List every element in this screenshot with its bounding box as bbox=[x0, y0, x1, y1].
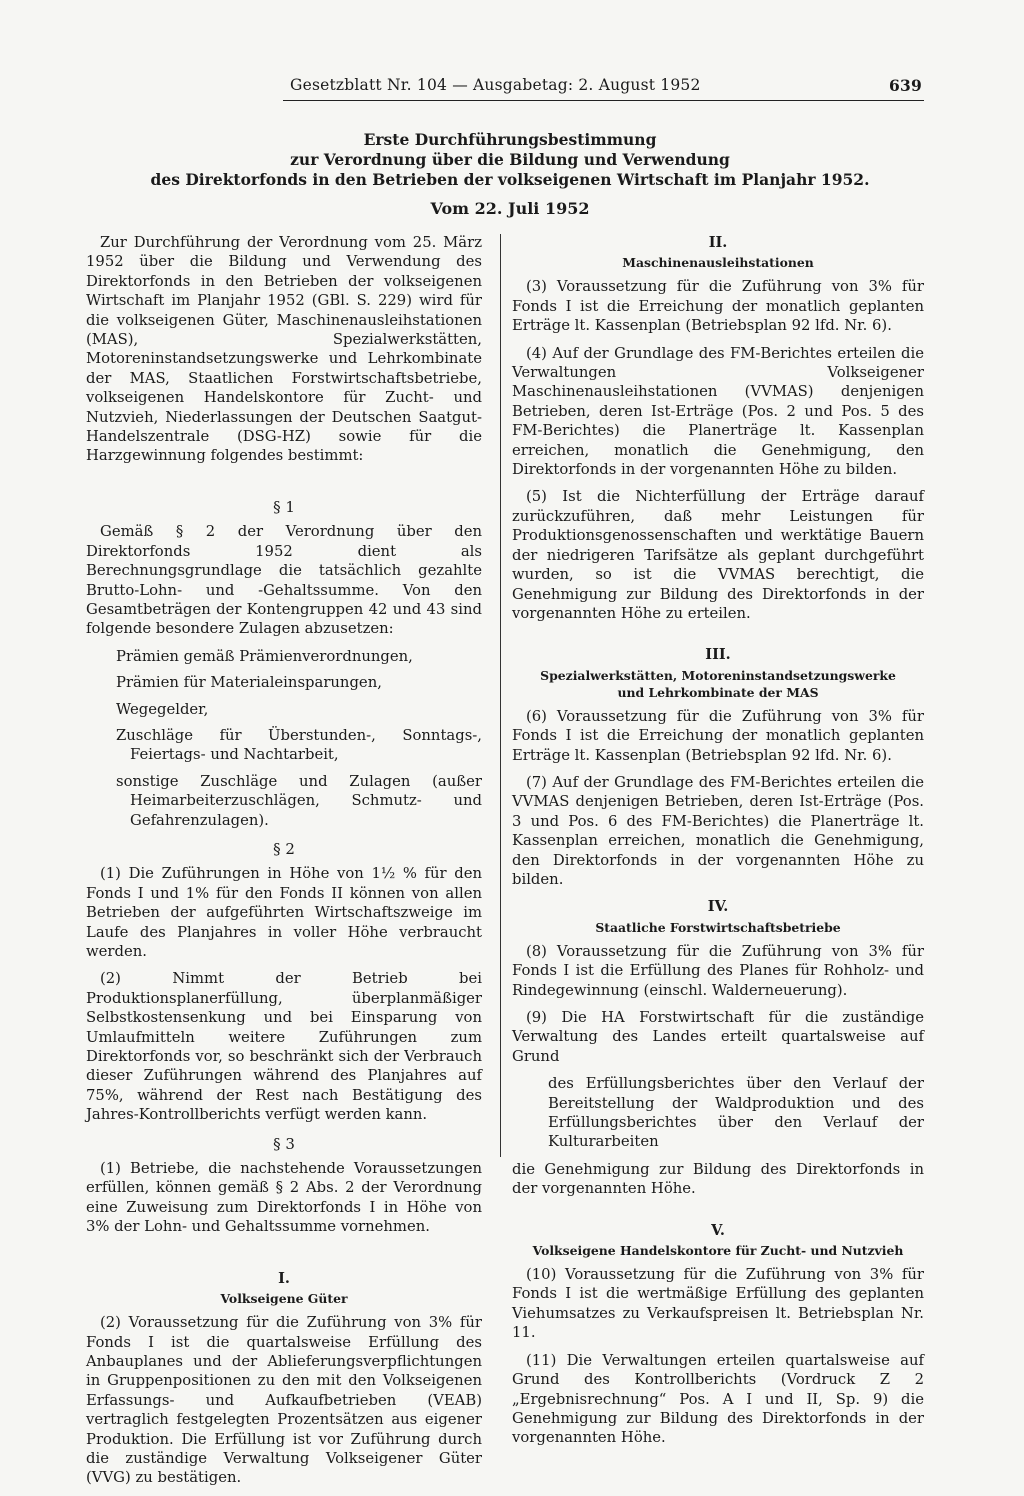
section-2-paragraph-1: (1) Die Zuführungen in Höhe von 1½ % für den Fonds I und 1% für den Fonds II können von allen Betrieben der aufgeführten Wirtschaftszweige im Laufe des Planjahres in voller Höhe verbraucht werden. bbox=[86, 865, 482, 960]
part-III-heading: III. bbox=[705, 646, 731, 664]
gazette-header bbox=[290, 76, 922, 100]
deduction-list bbox=[86, 647, 482, 830]
title-line-2: zur Verordnung über die Bildung und Verwendung bbox=[290, 150, 730, 169]
section-2-heading: § 2 bbox=[273, 839, 295, 858]
part-IV-paragraph-9: (9) Die HA Forstwirtschaft für die zuständige Verwaltung des Landes erteilt quartalsweise auf Grund bbox=[512, 1009, 924, 1065]
part-V-paragraph-10: (10) Voraussetzung für die Zuführung von 3% für Fonds I ist die wertmäßige Erfüllung des geplanten Viehumsatzes zu Verkaufspreisen lt. Betriebsplan Nr. 11. bbox=[512, 1266, 924, 1342]
part-III-subheading-line-1: Spezialwerkstätten, Motoreninstandsetzungswerke bbox=[540, 667, 896, 683]
part-V-paragraph-11: (11) Die Verwaltungen erteilen quartalsweise auf Grund des Kontrollberichts (Vordruck Z 2 „Ergebnisrechnung“ Pos. A I und II, Sp. 9) die Genehmigung zur Bildung des Direktorfonds in der vorgenannten Höhe. bbox=[512, 1351, 924, 1447]
part-II-paragraph-4: (4) Auf der Grundlage des FM-Berichtes erteilen die Verwaltungen Volkseigener Maschinenausleihstationen (VVMAS) denjenigen Betrieben, deren Ist-Erträge (Pos. 2 und Pos. 5 des FM-Berichtes) die Planerträge lt. Kassenplan erreichen, monatlich die Genehmigung, den Direktorfonds in der vorgenannten Höhe zu bilden. bbox=[512, 344, 924, 479]
title-line-3: des Direktorfonds in den Betrieben der volkseigenen Wirtschaft im Planjahr 1952. bbox=[150, 170, 870, 189]
intro-paragraph: Zur Durchführung der Verordnung vom 25. März 1952 über die Bildung und Verwendung des Direktorfonds in den Betrieben der volkseigenen Wirtschaft im Planjahr 1952 (GBl. S. 229) wird für die volkseigenen Güter, Maschinenausleihstationen (MAS), Spezialwerkstätten, Motoreninstandsetzungswerke und Lehrkombinate der MAS, Staatlichen Forstwirtschaftsbetriebe, volkseigenen Handelskontore für Zucht- und Nutzvieh, Niederlassungen der Deutschen Saatgut-Handelszentrale (DSG-HZ) sowie für die Harzgewinnung folgendes bestimmt: bbox=[86, 234, 482, 465]
part-III-paragraph-7: (7) Auf der Grundlage des FM-Berichtes erteilen die VVMAS denjenigen Betrieben, deren Ist-Erträge (Pos. 3 und Pos. 6 des FM-Berichtes) die Planerträge lt. Kassenplan erreichen, monatlich die Genehmigung, den Direktorfonds in der vorgenannten Höhe zu bilden. bbox=[512, 773, 924, 888]
part-V-subheading: Volkseigene Handelskontore für Zucht- und Nutzvieh bbox=[532, 1243, 904, 1259]
part-I-paragraph-2: (2) Voraussetzung für die Zuführung von 3% für Fonds I ist die quartalsweise Erfüllung des Anbauplanes und der Ablieferungsverpflichtungen in Gruppenpositionen zu den mit den Volkseigenen Erfassungs- und Aufkaufbetrieben (VEAB) vertraglich festgelegten Prozentsätzen aus eigener Produktion. Die Erfüllung ist vor Zuführung durch die zuständige Verwaltung Volkseigener Güter (VVG) zu bestätigen. bbox=[86, 1314, 482, 1487]
section-1-text: Gemäß § 2 der Verordnung über den Direktorfonds 1952 dient als Berechnungsgrundlage die tatsächlich gezahlte Brutto-Lohn- und -Gehaltssumme. Von den Gesamtbeträgen der Kontengruppen 42 und 43 sind folgende besondere Zulagen abzusetzen: bbox=[86, 523, 482, 638]
list-item: Prämien für Materialeinsparungen, bbox=[116, 674, 382, 692]
list-item: Zuschläge für Überstunden-, Sonntags-, Feiertags- und Nachtarbeit, bbox=[116, 726, 482, 764]
part-II-heading: II. bbox=[708, 234, 728, 251]
list-item: Prämien gemäß Prämienverordnungen, bbox=[116, 647, 413, 665]
part-II-paragraph-3: (3) Voraussetzung für die Zuführung von 3% für Fonds I ist die Erreichung der monatlich geplanten Erträge lt. Kassenplan (Betriebsplan 92 lfd. Nr. 6). bbox=[512, 278, 924, 335]
part-II-subheading: Maschinenausleihstationen bbox=[622, 255, 814, 271]
document-date: Vom 22. Juli 1952 bbox=[430, 199, 590, 218]
part-IV-subheading: Staatliche Forstwirtschaftsbetriebe bbox=[595, 919, 841, 935]
part-III-subheading-line-2: und Lehrkombinate der MAS bbox=[617, 684, 819, 700]
section-3-heading: § 3 bbox=[273, 1134, 295, 1153]
part-III-subheading bbox=[512, 667, 924, 701]
title-line-1: Erste Durchführungsbestimmung bbox=[363, 130, 657, 149]
right-column bbox=[512, 233, 924, 1456]
part-III-paragraph-6: (6) Voraussetzung für die Zuführung von 3% für Fonds I ist die Erreichung der monatlich geplanten Erträge lt. Kassenplan (Betriebsplan 92 lfd. Nr. 6). bbox=[512, 707, 924, 764]
part-I-subheading: Volkseigene Güter bbox=[220, 1291, 348, 1307]
column-divider bbox=[500, 234, 501, 1157]
part-IV-paragraph-8: (8) Voraussetzung für die Zuführung von 3% für Fonds I ist die Erfüllung des Planes für Rohholz- und Rindegewinnung (einschl. Walderneuerung). bbox=[512, 942, 924, 999]
left-column bbox=[86, 233, 482, 1496]
document-title bbox=[150, 130, 870, 190]
part-IV-paragraph-9-end: die Genehmigung zur Bildung des Direktorfonds in der vorgenannten Höhe. bbox=[512, 1160, 924, 1198]
section-2-paragraph-2: (2) Nimmt der Betrieb bei Produktionsplanerfüllung, überplanmäßiger Selbstkostensenkung und bei Einsparung von Umlaufmitteln weitere Zuführungen zum Direktorfonds vor, so beschränkt sich der Verbrauch dieser Zuführungen während des Planjahres auf 75%, während der Rest nach Bestätigung des Jahres-Kontrollberichts verfügt werden kann. bbox=[86, 970, 482, 1124]
page-number: 639 bbox=[889, 76, 922, 95]
section-1-heading: § 1 bbox=[273, 497, 295, 516]
part-IV-paragraph-9-indented: des Erfüllungsberichtes über den Verlauf der Bereitstellung der Waldproduktion und des Erfüllungsberichtes über den Verlauf der Kulturarbeiten bbox=[548, 1075, 924, 1151]
list-item: sonstige Zuschläge und Zulagen (außer Heimarbeiterzuschlägen, Schmutz- und Gefahrenzulagen). bbox=[116, 772, 482, 829]
gazette-issue-line: Gesetzblatt Nr. 104 — Ausgabetag: 2. August 1952 bbox=[290, 76, 701, 94]
part-II-paragraph-5: (5) Ist die Nichterfüllung der Erträge darauf zurückzuführen, daß mehr Leistungen für Produktionsgenossenschaften und werktätige Bauern der niedrigeren Tarifsätze als geplant durchgeführt wurden, so ist die VVMAS berechtigt, die Genehmigung zur Bildung des Direktorfonds in der vorgenannten Höhe zu erteilen. bbox=[512, 488, 924, 622]
part-I-heading: I. bbox=[278, 1269, 290, 1287]
part-IV-heading: IV. bbox=[707, 898, 729, 916]
list-item: Wegegelder, bbox=[116, 700, 209, 718]
header-rule bbox=[283, 100, 924, 101]
section-3-paragraph-1: (1) Betriebe, die nachstehende Voraussetzungen erfüllen, können gemäß § 2 Abs. 2 der Verordnung eine Zuweisung zum Direktorfonds I in Höhe von 3% der Lohn- und Gehaltssumme vornehmen. bbox=[86, 1160, 482, 1236]
part-V-heading: V. bbox=[711, 1221, 725, 1239]
